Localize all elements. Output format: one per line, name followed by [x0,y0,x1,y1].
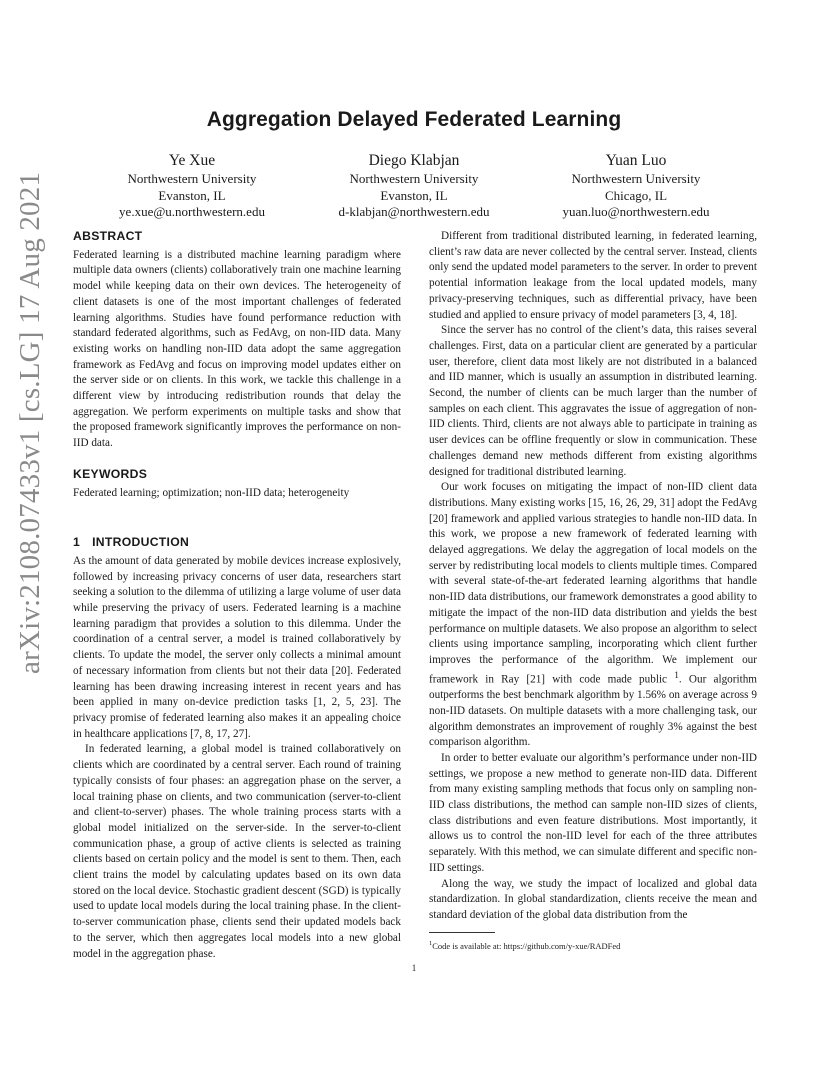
section-number: 1 [73,535,81,550]
introduction-heading [73,535,401,551]
author-affiliation: Northwestern University [127,171,257,186]
author-affiliation: Northwestern University [349,171,479,186]
author-block [72,150,312,221]
footnote-ref: 1 [674,670,679,681]
author-email: yuan.luo@northwestern.edu [562,204,710,219]
author-location: Evanston, IL [158,187,226,203]
right-column [429,229,757,952]
author-block [294,150,534,221]
intro-paragraph-text: . Our algorithm outperforms the best benchmark algorithm by 1.56% on average across 9 non-IID datasets. On multiple datasets with a more challenging task, our algorithm demonstrates an improvement of roughly 3% against the best comparison algorithm. [429,673,757,749]
intro-paragraph-text: Our work focuses on mitigating the impact of non-IID client data distributions. Many existing works [15, 16, 26, 29, 31] adopt the FedAvg [20] framework and applied various strategies to handle non-IID data. In this work, we propose a new framework of federated learning with delayed aggregations. We delay the aggregation of local models on the server by redistributing local models to clients multiple times. Compared with several state-of-the-art federated learning algorithms that handle non-IID data distributions, our framework demonstrates a good ability to mitigate the impact of the non-IID data distribution and yields the best performance on multiple datasets. We also propose an algorithm to select clients using importance sampling, incorporating which client further improves the performance of the algorithm. We implement our framework in Ray [21] with code made public [429,481,757,686]
footnote-divider [429,932,495,933]
section-title: INTRODUCTION [92,535,190,550]
keywords-heading: KEYWORDS [73,466,148,481]
author-location: Evanston, IL [380,187,448,203]
author-email: ye.xue@u.northwestern.edu [119,204,265,219]
intro-paragraph: Along the way, we study the impact of localized and global data standardization. In global standardization, clients receive the mean and standard deviation of the global data distribution from the [429,877,757,921]
keywords-text: Federated learning; optimization; non-IID data; heterogeneity [73,486,350,499]
arxiv-stamp: arXiv:2108.07433v1 [cs.LG] 17 Aug 2021 [14,171,46,674]
author-name: Diego Klabjan [368,152,460,169]
footnote [429,938,757,952]
author-affiliation: Northwestern University [571,171,701,186]
intro-paragraph [429,480,757,751]
page-number: 1 [411,963,417,973]
author-location: Chicago, IL [604,187,668,203]
abstract-text: Federated learning is a distributed machine learning paradigm where multiple data owners (clients) collaboratively train one machine learning model while keeping data on their own devices. The heterogeneity of client datasets is one of the most important challenges of federated learning algorithms. Studies have found performance reduction with standard federated algorithms, such as FedAvg, on non-IID data. Many existing works on handling non-IID data adopt the same aggregation framework as FedAvg and focus on improving model updates either on the server side or on clients. In this work, we tackle this challenge in a different view by introducing redistribution rounds that delay the aggregation. We perform experiments on multiple tasks and show that the proposed framework significantly improves the performance on non-IID data. [73,248,401,450]
intro-paragraph: In federated learning, a global model is trained collaboratively on clients which are coordinated by a central server. Each round of training typically consists of four phases: an aggregation phase on the server, a local training phase on clients, and two communication (server-to-client and client-to-server) phases. The whole training process starts with a global model initialized on the server-side. In the server-to-client communication phase, a group of active clients is selected as training clients based on certain policy and the model is sent to them. Then, each client trains the model by calculating updates based on its own data stored on the local device. Stochastic gradient descent (SGD) is typically used to update local models during the local training phase. In the client-to-server communication phase, clients send their updated models back to the server, which then aggregates local models into a new global model in the aggregation phase. [73,743,401,960]
author-email: d-klabjan@northwestern.edu [338,204,490,219]
author-name: Yuan Luo [605,152,667,169]
author-block [516,150,756,221]
intro-paragraph: In order to better evaluate our algorithm’s performance under non-IID settings, we propose a new method to generate non-IID data. Different from many existing sampling methods that focus only on sampling non-IID class distributions, the method can sample non-IID sizes of clients, class distributions and even feature distributions. Most importantly, it allows us to control the non-IID level for each of the three attributes separately. With this method, we can simulate different and specific non-IID settings. [429,751,757,874]
intro-paragraph: Different from traditional distributed learning, in federated learning, client’s raw data are never collected by the central server. Instead, clients only send the updated model parameters to the server. In order to prevent potential information leakage from the local updated models, many privacy-preserving techniques, such as differential privacy, have been studied and applied to ensure privacy of model parameters [3, 4, 18]. [429,230,757,321]
abstract-heading: ABSTRACT [73,229,143,243]
footnote-marker: 1 [429,939,433,947]
paper-title: Aggregation Delayed Federated Learning [206,108,622,131]
footnote-text: Code is available at: https://github.com/y-xue/RADFed [432,940,621,951]
intro-paragraph: Since the server has no control of the client’s data, this raises several challenges. First, data on a particular client are generated by a particular user, therefore, client data most likely are not distributed in a balanced and IID manner, which is usually an assumption in distributed learning. Second, the number of clients can be much larger than the number of samples on each client. This aggravates the issue of aggregation of non-IID clients. Third, clients are not always able to participate in training as user devices can be offline frequently or slow in communication. These challenges demand new methods different from existing algorithms designed for traditional distributed learning. [429,324,757,478]
intro-paragraph: As the amount of data generated by mobile devices increase explosively, followed by increasing privacy concerns of user data, researchers start seeking a solution to the dilemma of utilizing a large volume of user data while preserving the privacy of users. Federated learning is a machine learning paradigm that provides a solution to this dilemma. Under the coordination of a central server, a model is trained collaboratively by clients. To update the model, the server only collects a minimal amount of necessary information from clients but not their data [20]. Federated learning has been drawing increasing interest in recent years and has been applied in many on-device prediction tasks [1, 2, 5, 23]. The privacy promise of federated learning also makes it an appealing choice in healthcare applications [7, 8, 17, 27]. [73,554,401,740]
left-column [73,229,401,962]
author-name: Ye Xue [168,152,216,169]
